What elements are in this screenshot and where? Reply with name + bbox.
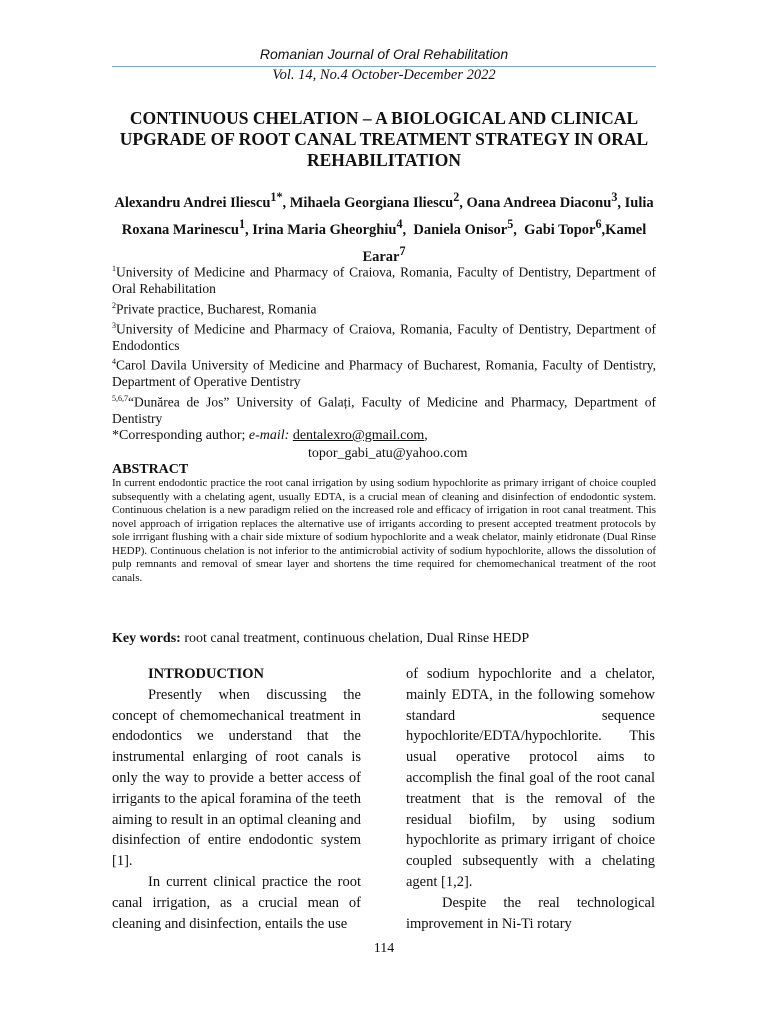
author: Oana Andreea Diaconu (466, 194, 612, 211)
author-list: Alexandru Andrei Iliescu$^{1*}$, Mihaela Georgiana Iliescu$^2$, Oana Andreea Diaconu$^3$, Iulia Roxana Marinescu$^1$, Irina Maria Gheorghiu$^4$, Daniela Onisor$^5$, Gabi Topor$^6$,Kamel Earar$^7$ (114, 190, 654, 265)
affiliation (112, 261, 656, 298)
abstract-text: In current endodontic practice the root canal irrigation by using sodium hypochlorite as primary irrigant of choice coupled subsequently with a chelating agent, usually EDTA, is a crucial mean of cleaning and disinfection of endodontic system. Continuous chelation is a new paradigm relied on the increased role and efficacy of irrigation in root canal treatment. This novel approach of irrigation replaces the alternative use of irrigants according to present accepted treatment protocols by sole irrrigant flushing with a chair side mixture of sodium hypochlorite and a weak chelator, mainly etidronate (Dual Rinse HEDP). Continuous chelation is not inferior to the antimicrobial activity of sodium hypochlorite, allows the dissolution of pulp remnants and removal of smear layer and shortens the time required for chemomechanical treatment of the root canals. (112, 477, 656, 584)
affiliation-text: University of Medicine and Pharmacy of Craiova, Romania, Faculty of Dentistry, Department of Oral Rehabilitation (112, 264, 656, 296)
paper-title: CONTINUOUS CHELATION – A BIOLOGICAL AND CLINICAL UPGRADE OF ROOT CANAL TREATMENT STRATEGY IN ORAL REHABILITATION (119, 108, 649, 170)
journal-name: Romanian Journal of Oral Rehabilitation (259, 46, 509, 62)
paragraph: of sodium hypochlorite and a chelator, mainly EDTA, in the following somehow standard sequence hypochlorite/EDTA/hypochlorite. This usual operative protocol aims to accomplish the final goal of the root canal treatment that is the removal of the residual biofilm, by using sodium hypochlorite as primary irrigant of choice coupled subsequently with a chelating agent [1,2]. (406, 666, 655, 890)
author: Daniela Onisor (413, 221, 508, 238)
author: Iulia Roxana Marinescu (121, 194, 654, 238)
author-sup: 7 (399, 243, 406, 258)
affiliation-text: Private practice, Bucharest, Romania (116, 301, 317, 316)
affiliation (112, 318, 656, 355)
author: Mihaela Georgiana Iliescu (289, 194, 454, 211)
author: Irina Maria Gheorghiu (252, 221, 397, 238)
email-label: e-mail: (248, 428, 290, 443)
affiliation-sup: 2 (112, 300, 116, 310)
paragraph: In current clinical practice the root canal irrigation, as a crucial mean of cleaning and disinfection, entails the use (112, 873, 361, 932)
corresponding-label: *Corresponding author; (112, 428, 249, 443)
paragraph: Despite the real technological improvement in Ni-Ti rotary (406, 894, 655, 932)
paragraph: Presently when discussing the concept of chemomechanical treatment in endodontics we understand that the instrumental enlarging of root canals is only the way to provide a better access of irrigants to the apical foramina of the teeth aiming to result in an optimal cleaning and disinfection of entire endodontic system [1]. (112, 686, 361, 870)
body-column-left (112, 664, 361, 934)
author-sup: 3 (611, 190, 618, 204)
affiliation-sup: 3 (112, 320, 116, 330)
author-sup: 5 (507, 216, 514, 231)
author-sup: 1 (238, 216, 246, 231)
affiliation (112, 354, 656, 391)
affiliation-text: Carol Davila University of Medicine and Pharmacy of Bucharest, Romania, Faculty of Dentistry, Department of Operative Dentistry (112, 357, 656, 389)
affiliation-text: University of Medicine and Pharmacy of Craiova, Romania, Faculty of Dentistry, Department of Endodontics (112, 321, 656, 353)
author-sup: 1* (270, 190, 283, 204)
keywords-label: Key words: (112, 631, 181, 646)
affiliation (112, 298, 656, 318)
keywords (112, 631, 656, 647)
email-link[interactable]: topor_gabi_atu@yahoo.com (308, 446, 468, 461)
corresponding-author: *Corresponding author; e-mail: dentalexro@gmail.com, topor_gabi_atu@yahoo.com (112, 428, 468, 461)
volume-info: Vol. 14, No.4 October-December 2022 (272, 67, 496, 83)
author-sup: 4 (396, 216, 403, 231)
author: Gabi Topor (524, 221, 596, 238)
abstract-heading: ABSTRACT (112, 462, 189, 477)
affiliation-sup: 4 (112, 357, 116, 366)
affiliation-list (112, 261, 656, 427)
section-heading: INTRODUCTION (148, 666, 265, 682)
author: Kamel Earar (362, 221, 647, 265)
body-column-right (406, 664, 655, 934)
affiliation (112, 391, 656, 428)
email-link[interactable]: dentalexro@gmail.com (292, 428, 425, 443)
affiliation-text: “Dunărea de Jos” University of Galați, Faculty of Medicine and Pharmacy, Department of Dentistry (112, 394, 656, 426)
author-sup: 6 (595, 216, 602, 231)
affiliation-sup: 1 (112, 264, 116, 273)
affiliation-sup: 5,6,7 (112, 393, 128, 403)
author: Alexandru Andrei Iliescu (114, 194, 271, 211)
author-sup: 2 (453, 190, 460, 204)
page-number: 114 (373, 941, 395, 956)
keywords-text: root canal treatment, continuous chelation, Dual Rinse HEDP (184, 631, 530, 646)
